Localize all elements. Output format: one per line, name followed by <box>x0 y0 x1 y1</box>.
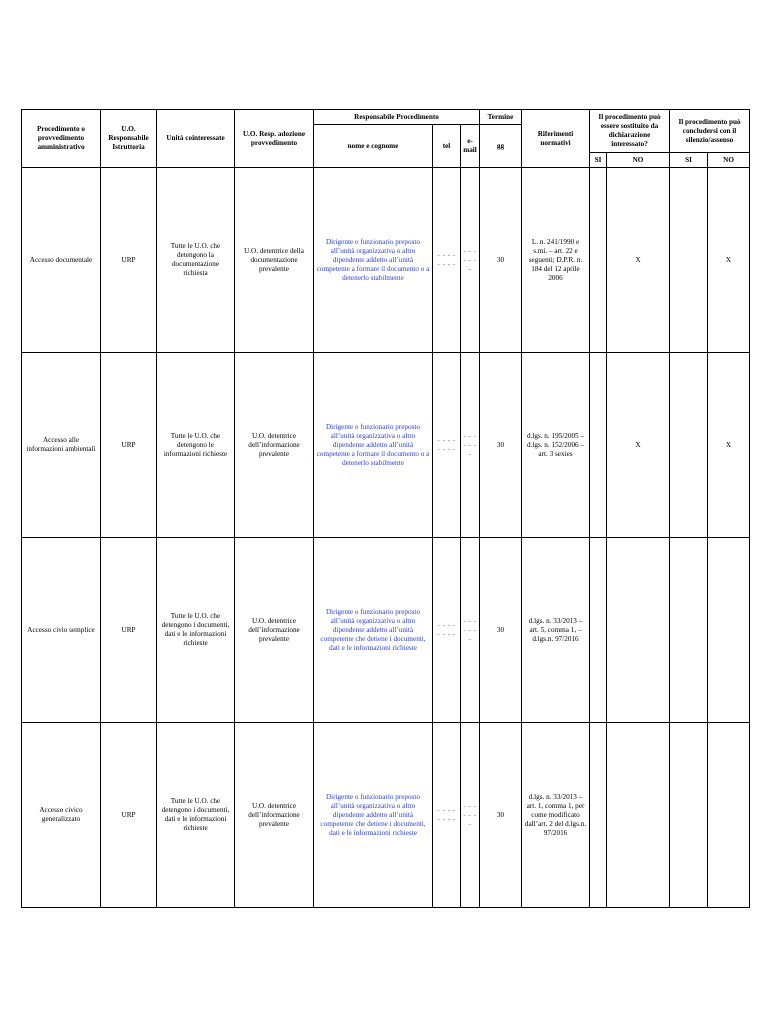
cell-uo: URP <box>101 168 157 353</box>
cell-dich-no: X <box>607 168 670 353</box>
cell-tel: - - - - - - - - <box>433 168 461 353</box>
cell-procedimento: Accesso civio semplice <box>22 538 101 723</box>
header-dichiarazione-si: SI <box>590 153 607 168</box>
cell-tel: - - - - - - - - <box>433 353 461 538</box>
cell-dich-si <box>590 538 607 723</box>
cell-adozione: U.O. detentrice dell’informazione prevalente <box>235 723 314 908</box>
header-responsabile-procedimento: Responsabile Procedimento <box>314 110 480 125</box>
cell-email: - - - - - - - <box>461 168 480 353</box>
cell-sil-no: X <box>708 353 750 538</box>
cell-email: - - - - - - - <box>461 353 480 538</box>
header-dichiarazione-no: NO <box>607 153 670 168</box>
cell-adozione: U.O. detentrice dell’informazione prevalente <box>235 353 314 538</box>
cell-sil-no <box>708 538 750 723</box>
cell-procedimento: Accesso civico generalizzato <box>22 723 101 908</box>
cell-adozione: U.O. detentrice della documentazione prevalente <box>235 168 314 353</box>
header-uo-resp-adozione: U.O. Resp. adozione provvedimento <box>235 110 314 168</box>
cell-tel: - - - - - - - - <box>433 723 461 908</box>
header-unita-cointeressate: Unità cointeressate <box>157 110 235 168</box>
cell-sil-si <box>670 353 708 538</box>
cell-responsabile: Dirigente o funzionario preposto all’unità organizzativa o altro dipendente addetto all’unità competente che detiene i documenti, dati e le informazioni richieste <box>314 723 433 908</box>
cell-responsabile: Dirigente o funzionario preposto all’unità organizzativa o altro dipendente addetto all’unità competente che detiene i documenti, dati e le informazioni richieste <box>314 538 433 723</box>
header-tel: tel <box>433 125 461 168</box>
cell-dich-si <box>590 353 607 538</box>
header-procedimento: Procedimento o provvedimento amministrativo <box>22 110 101 168</box>
cell-sil-no: X <box>708 168 750 353</box>
header-dichiarazione: Il procedimento può essere sostituito da dichiarazione interessato? <box>590 110 670 153</box>
table-row <box>22 353 750 538</box>
procedimenti-table <box>21 109 750 908</box>
table-row <box>22 538 750 723</box>
cell-termine: 30 <box>480 168 522 353</box>
cell-dich-no <box>607 723 670 908</box>
cell-dich-no: X <box>607 353 670 538</box>
cell-cointeressate: Tutte le U.O. che detengono i documenti, dati e le informazioni richieste <box>157 723 235 908</box>
cell-sil-si <box>670 723 708 908</box>
cell-termine: 30 <box>480 538 522 723</box>
cell-uo: URP <box>101 353 157 538</box>
header-silenzio-si: SI <box>670 153 708 168</box>
header-uo-responsabile: U.O. Responsabile Istruttoria <box>101 110 157 168</box>
cell-sil-si <box>670 538 708 723</box>
cell-sil-si <box>670 168 708 353</box>
cell-adozione: U.O. detentrice dell’informazione prevalente <box>235 538 314 723</box>
cell-uo: URP <box>101 723 157 908</box>
header-termine: Termine <box>480 110 522 125</box>
cell-responsabile: Dirigente o funzionario preposto all’unità organizzativa o altro dipendente addetto all’unità competente a formare il documento o a detenerlo stabilmente <box>314 168 433 353</box>
table-row <box>22 168 750 353</box>
cell-tel: - - - - - - - - <box>433 538 461 723</box>
cell-riferimenti: d.lgs. n. 33/2013 – art. 1, comma 1, per come modificato dall’art. 2 del d.lgs.n. 97/2016 <box>522 723 590 908</box>
cell-email: - - - - - - - <box>461 723 480 908</box>
cell-cointeressate: Tutte le U.O. che detengono la documentazione richiesta <box>157 168 235 353</box>
cell-termine: 30 <box>480 723 522 908</box>
table-row <box>22 723 750 908</box>
cell-sil-no <box>708 723 750 908</box>
cell-dich-no <box>607 538 670 723</box>
header-riferimenti: Riferimenti normativi <box>522 110 590 168</box>
cell-dich-si <box>590 168 607 353</box>
cell-termine: 30 <box>480 353 522 538</box>
cell-cointeressate: Tutte le U.O. che detengono i documenti, dati e le informazioni richieste <box>157 538 235 723</box>
header-gg: gg <box>480 125 522 168</box>
cell-dich-si <box>590 723 607 908</box>
header-email: e-mail <box>461 125 480 168</box>
cell-responsabile: Dirigente o funzionario preposto all’unità organizzativa o altro dipendente addetto all’unità competente a formare il documento o a detenerlo stabilmente <box>314 353 433 538</box>
cell-cointeressate: Tutte le U.O. che detengono le informazioni richieste <box>157 353 235 538</box>
cell-riferimenti: d.lgs. n. 33/2013 – art. 5, comma 1, – d.lgs.n. 97/2016 <box>522 538 590 723</box>
cell-uo: URP <box>101 538 157 723</box>
cell-procedimento: Accesso documentale <box>22 168 101 353</box>
cell-riferimenti: L. n. 241/1990 e s.mi. – art. 22 e seguenti; D.P.R. n. 184 del 12 aprile 2006 <box>522 168 590 353</box>
header-silenzio: Il procedimento può concludersi con il silenzio/assenso <box>670 110 750 153</box>
header-nome-cognome: nome e cognome <box>314 125 433 168</box>
cell-procedimento: Accesso alle informazioni ambientali <box>22 353 101 538</box>
header-silenzio-no: NO <box>708 153 750 168</box>
cell-email: - - - - - - - <box>461 538 480 723</box>
cell-riferimenti: d.lgs. n. 195/2005 – d.lgs. n. 152/2006 – art. 3 sexies <box>522 353 590 538</box>
